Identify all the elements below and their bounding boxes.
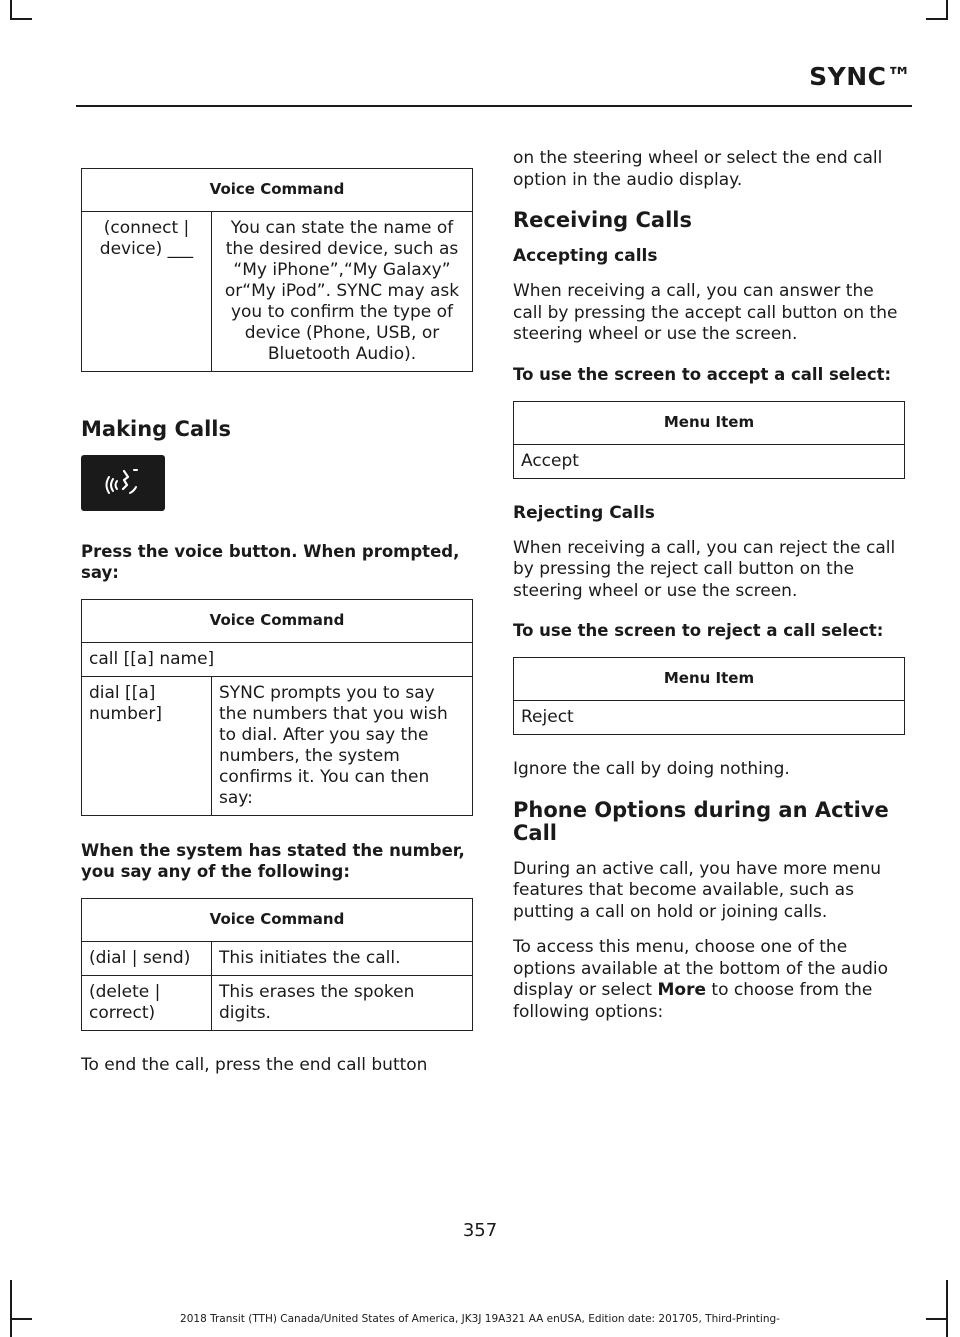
section-heading-making-calls: Making Calls — [81, 417, 232, 441]
table-header: Voice Command — [82, 169, 473, 212]
section-heading-receiving-calls: Receiving Calls — [513, 208, 692, 232]
table-header: Menu Item — [514, 658, 905, 701]
crop-mark — [10, 1280, 12, 1337]
rejecting-calls-text: When receiving a call, you can reject the call by pressing the reject call button on the steering wheel or use the screen. — [513, 537, 896, 601]
header-divider — [76, 105, 912, 107]
description-cell: This initiates the call. — [212, 942, 473, 976]
access-text-after: to choose from the following options: — [513, 980, 873, 1022]
description-cell: This erases the spoken digits. — [212, 976, 473, 1031]
description-cell: You can state the name of the desired device, such as “My iPhone”,“My Galaxy” or“My iPod”. SYNC may ask you to confirm the type of device (Phone, USB, or Bluetooth Audio). — [212, 212, 473, 372]
more-option-label: More — [657, 980, 706, 1000]
menu-item-table-reject — [513, 657, 905, 735]
description-cell: SYNC prompts you to say the numbers that you wish to dial. After you say the numbers, the system confirms it. You can then say: — [212, 677, 473, 816]
section-heading-phone-options: Phone Options during an Active Call — [513, 797, 889, 845]
crop-mark — [946, 0, 948, 20]
command-cell: dial [[a] number] — [82, 677, 212, 816]
stated-number-instruction: When the system has stated the number, you say any of the following: — [81, 841, 465, 881]
table-header: Menu Item — [514, 401, 905, 444]
press-voice-instruction: Press the voice button. When prompted, say: — [81, 542, 460, 582]
ignore-call-text: Ignore the call by doing nothing. — [513, 759, 790, 779]
page-footer: 2018 Transit (TTH) Canada/United States of America, JK3J 19A321 AA enUSA, Edition date: 201705, Third-Printing- — [180, 1313, 780, 1325]
page-number: 357 — [462, 1220, 498, 1241]
command-cell: call [[a] name] — [82, 643, 473, 677]
table-row — [82, 643, 473, 677]
phone-options-text: During an active call, you have more menu features that become available, such as putting a call on hold or joining calls. — [513, 858, 881, 922]
command-cell: (delete | correct) — [82, 976, 212, 1031]
table-row — [514, 444, 905, 478]
table-row — [514, 701, 905, 735]
table-row — [82, 942, 473, 976]
table-header: Voice Command — [82, 899, 473, 942]
subheading-accepting-calls: Accepting calls — [513, 246, 658, 266]
page-header-title: SYNC™ — [809, 62, 912, 91]
menu-item-cell: Reject — [514, 701, 905, 735]
crop-mark — [926, 18, 948, 20]
table-row — [82, 677, 473, 816]
crop-mark — [10, 0, 12, 20]
reject-call-instruction: To use the screen to reject a call select: — [513, 621, 884, 640]
access-menu-text — [513, 937, 905, 1023]
menu-item-cell: Accept — [514, 444, 905, 478]
crop-mark — [10, 18, 32, 20]
end-call-continued-text: on the steering wheel or select the end call option in the audio display. — [513, 148, 883, 190]
subheading-rejecting-calls: Rejecting Calls — [513, 502, 655, 523]
accept-call-instruction: To use the screen to accept a call select: — [513, 364, 892, 384]
table-row — [82, 976, 473, 1031]
voice-command-icon — [81, 455, 165, 511]
right-column — [513, 148, 905, 1037]
command-cell: (connect | device) ___ — [82, 212, 212, 372]
left-column — [81, 148, 473, 1091]
end-call-text: To end the call, press the end call button — [81, 1055, 428, 1075]
crop-mark — [946, 1280, 948, 1337]
accepting-calls-text: When receiving a call, you can answer the call by pressing the accept call button on the steering wheel or use the screen. — [513, 281, 898, 344]
command-cell: (dial | send) — [82, 942, 212, 976]
voice-command-table-dial — [81, 898, 473, 1031]
menu-item-table-accept — [513, 401, 905, 479]
table-row — [82, 212, 473, 372]
access-text-before: To access this menu, choose one of the options available at the bottom of the audio display or select — [513, 937, 889, 1000]
voice-command-table-call — [81, 599, 473, 816]
voice-command-table-connect — [81, 168, 473, 372]
table-header: Voice Command — [82, 600, 473, 643]
